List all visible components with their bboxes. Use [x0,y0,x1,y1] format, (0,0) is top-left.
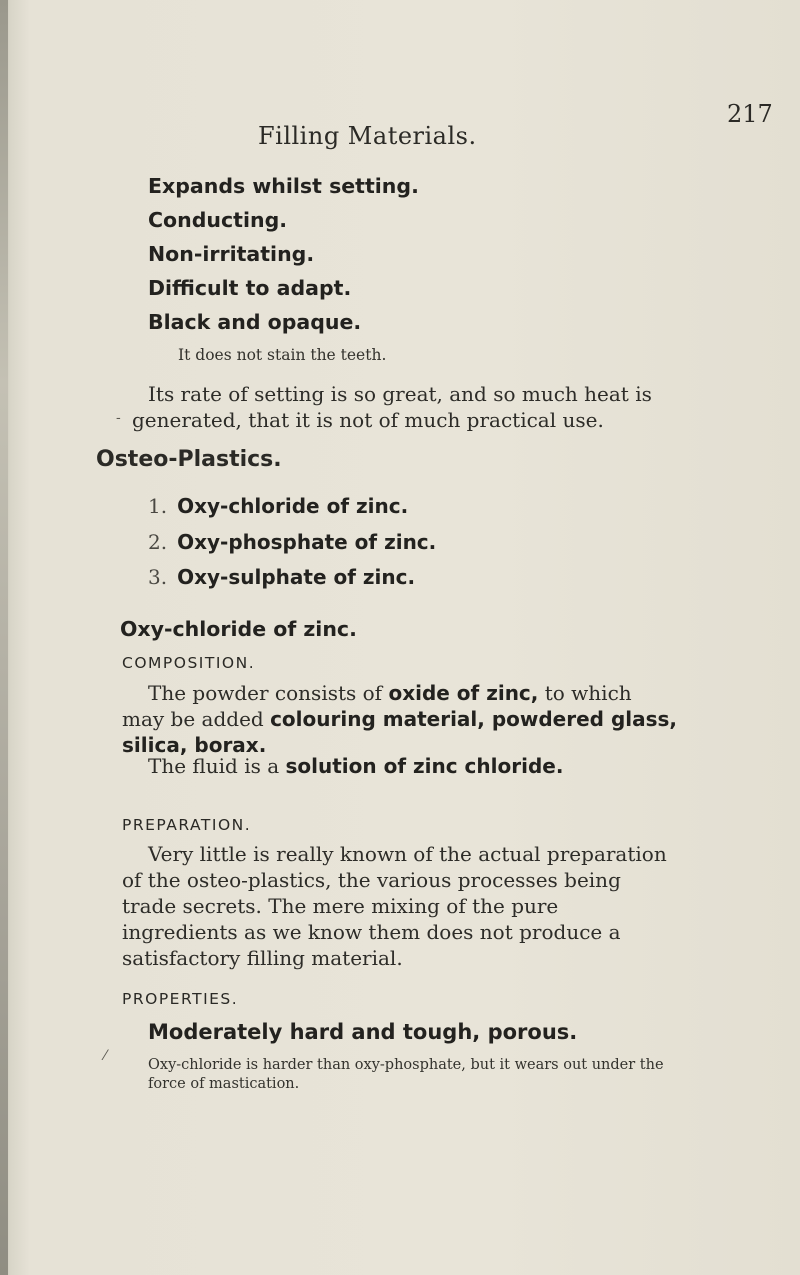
list-text: Oxy-chloride of zinc. [177,494,409,518]
property-line: Black and opaque. [148,310,362,334]
page-number: 217 [727,100,773,128]
text: to which [538,681,632,705]
composition-line-2 [122,706,677,732]
osteo-plastics-title: Osteo-Plastics. [96,447,282,472]
margin-mark: - [116,410,121,426]
osteo-list-item [148,530,436,554]
running-title-text: Filling Materials. [258,122,477,150]
preparation-heading: PREPARATION. [122,816,252,834]
list-number: 2. [148,530,168,554]
property-line: Difficult to adapt. [148,276,352,300]
oxy-chloride-title: Oxy-chloride of zinc. [120,617,357,641]
list-number: 1. [148,494,168,518]
properties-note: Oxy-chloride is harder than oxy-phosphate, but it wears out under the force of mastication. [148,1057,664,1092]
osteo-list-item [148,565,415,589]
preparation-line: trade secrets. The mere mixing of the pure [122,894,559,918]
property-line: Conducting. [148,208,288,232]
property-line: Expands whilst setting. [148,174,419,198]
page-spine-shadow [0,0,8,1275]
composition-line-1 [148,680,632,706]
composition-line-4 [148,753,563,779]
text: may be added [122,707,271,731]
preparation-line: ingredients as we know them does not produce a [122,920,621,944]
rate-paragraph-line-2: generated, that it is not of much practical use. [132,408,604,432]
margin-mark: ⁄ [104,1048,107,1064]
preparation-line: satisfactory filling material. [122,946,403,970]
emphasis: silica, borax. [122,733,267,757]
text: The powder consists of [148,681,389,705]
emphasis: oxide of zinc, [388,681,539,705]
rate-paragraph-line-1: Its rate of setting is so great, and so much heat is [148,382,652,406]
preparation-line: of the osteo-plastics, the various processes being [122,868,621,892]
properties-heading: PROPERTIES. [122,990,239,1008]
emphasis: solution of zinc chloride. [285,754,564,778]
osteo-list-item [148,494,408,518]
properties-main: Moderately hard and tough, porous. [148,1020,578,1044]
emphasis: colouring material, powdered glass, [270,707,678,731]
property-line: Non-irritating. [148,242,315,266]
list-number: 3. [148,565,168,589]
running-title [258,122,477,150]
stain-note: It does not stain the teeth. [178,346,387,364]
list-text: Oxy-phosphate of zinc. [177,530,437,554]
text: The fluid is a [148,754,286,778]
list-text: Oxy-sulphate of zinc. [177,565,416,589]
composition-heading: COMPOSITION. [122,654,256,672]
preparation-line: Very little is really known of the actual preparation [148,842,667,866]
